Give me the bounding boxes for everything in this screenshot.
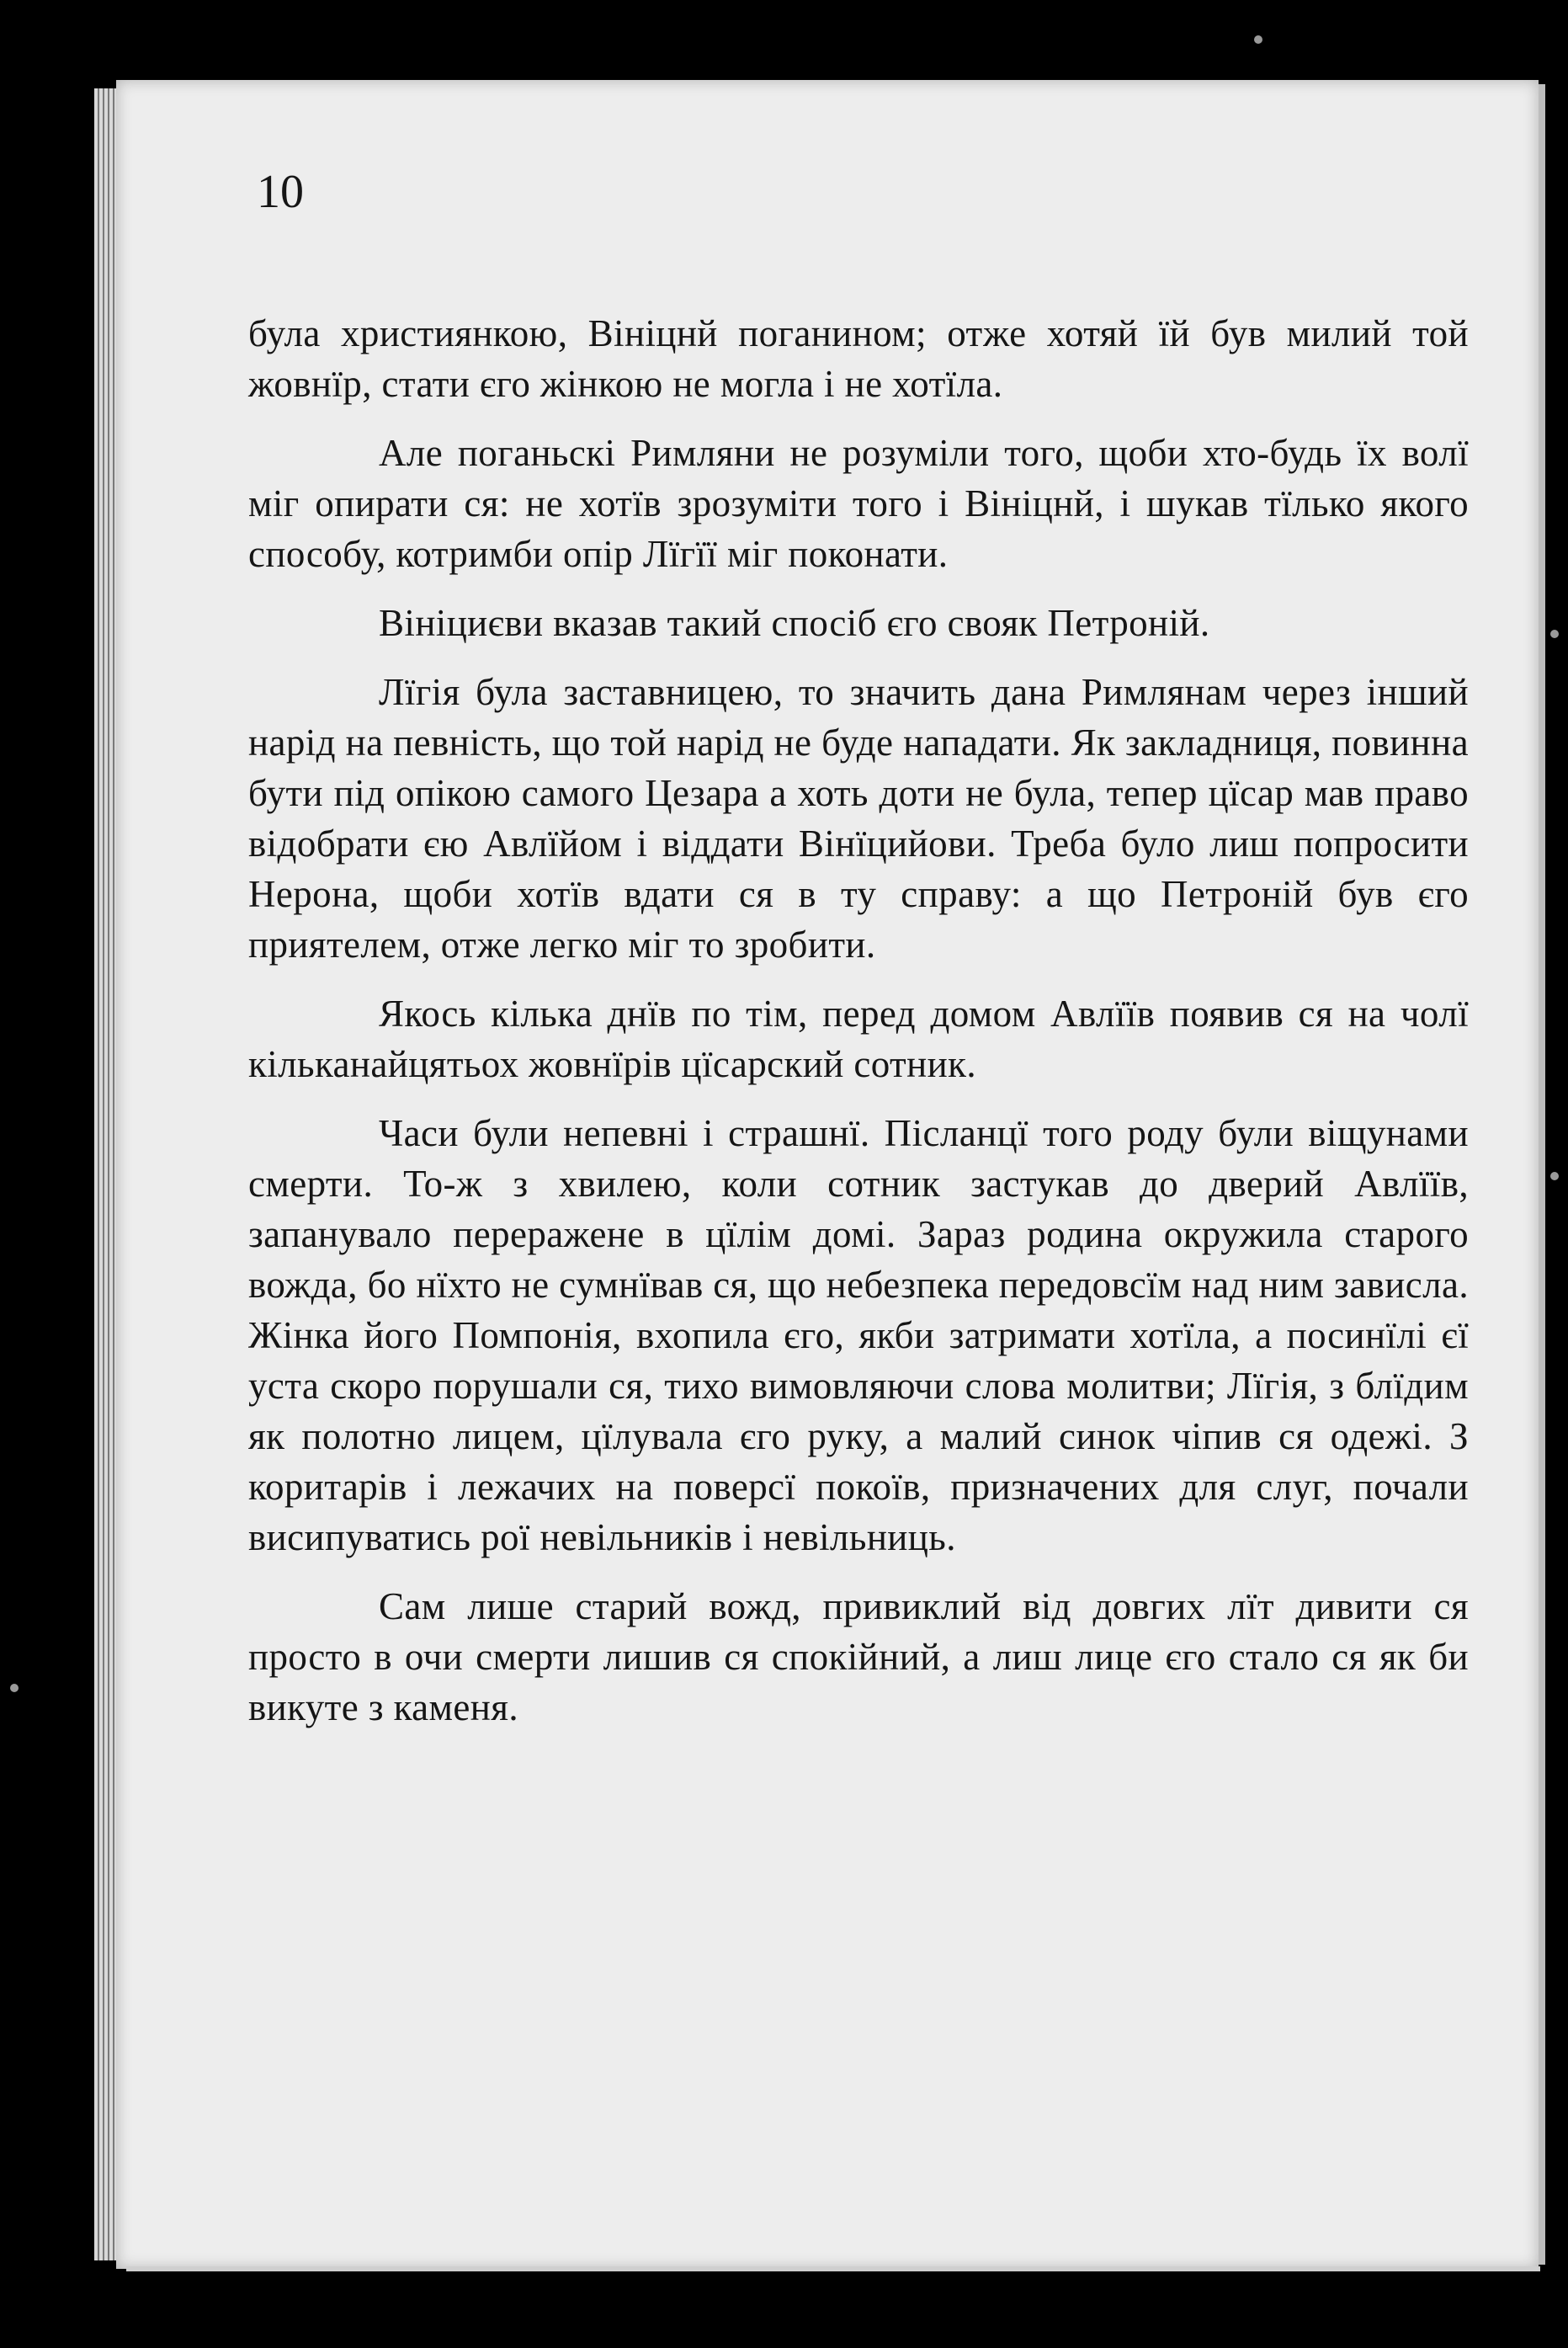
page-text	[248, 168, 1469, 1751]
scan-speck	[1550, 630, 1559, 638]
scan-speck	[1550, 1172, 1559, 1180]
paragraph: Вініциєви вказав такий спосіб єго свояк Петроній.	[379, 602, 1210, 644]
paragraph: Лїгія була заставницею, то значить дана Римлянам через інший нарід на певність, що той нарід не буде нападати. Як закладниця, повинна бути під опікою самого Цезара а хоть доти не була, тепер цїсар мав право відобрати єю Авлїйом і віддати Вінїцийови. Треба було лиш попросити Нерона, щоби хотїв вдати ся в ту справу: а що Петроній був єго приятелем, отже легко міг то зробити.	[248, 671, 1469, 966]
page-bottom-edge	[126, 2266, 1540, 2271]
page-right-edge	[1539, 84, 1545, 2265]
paragraph: Сам лише старий вожд, привиклий від довгих лїт дивити ся просто в очи смерти лишив ся спокійний, а лиш лице єго стало ся як би викуте з каменя.	[248, 1585, 1469, 1728]
paragraph: Часи були непевні і страшнї. Післанцї того роду були віщунами смерти. То-ж з хвилею, коли сотник застукав до дверий Авлїїв, запанувало переражене в цїлім домі. Зараз родина окружила старого вожда, бо нїхто не сумнївав ся, що небезпека передовсїм над ним зависла. Жінка його Помпонія, вхопила єго, якби затримати хотїла, а посинїлі єї уста скоро порушали ся, тихо вимовляючи слова молитви; Лїгія, з блїдим як полотно лицем, цїлувала єго руку, а малий синок чіпив ся одежі. З коритарів і лежачих на поверсї покоїв, призначених для слуг, почали висипуватись рої невільників і невільниць.	[248, 1112, 1469, 1558]
paragraph: Якось кілька днїв по тім, перед домом Авлїїв появив ся на чолї кільканайцятьох жовнїрів цїсарский сотник.	[248, 993, 1469, 1085]
paragraph: була християнкою, Вініцнй поганином; отже хотяй їй був милий той жовнїр, стати єго жінкою не могла і не хотїла.	[248, 312, 1469, 405]
page-number: 10	[257, 166, 304, 218]
scan-speck	[1254, 35, 1262, 44]
scan-speck	[10, 1684, 19, 1692]
paragraph: Але поганьскі Римляни не розуміли того, щоби хто-будь їх волї міг опирати ся: не хотїв зрозуміти того і Вініцнй, і шукав тїлько якого способу, котримби опір Лїгїї міг поконати.	[248, 432, 1469, 575]
